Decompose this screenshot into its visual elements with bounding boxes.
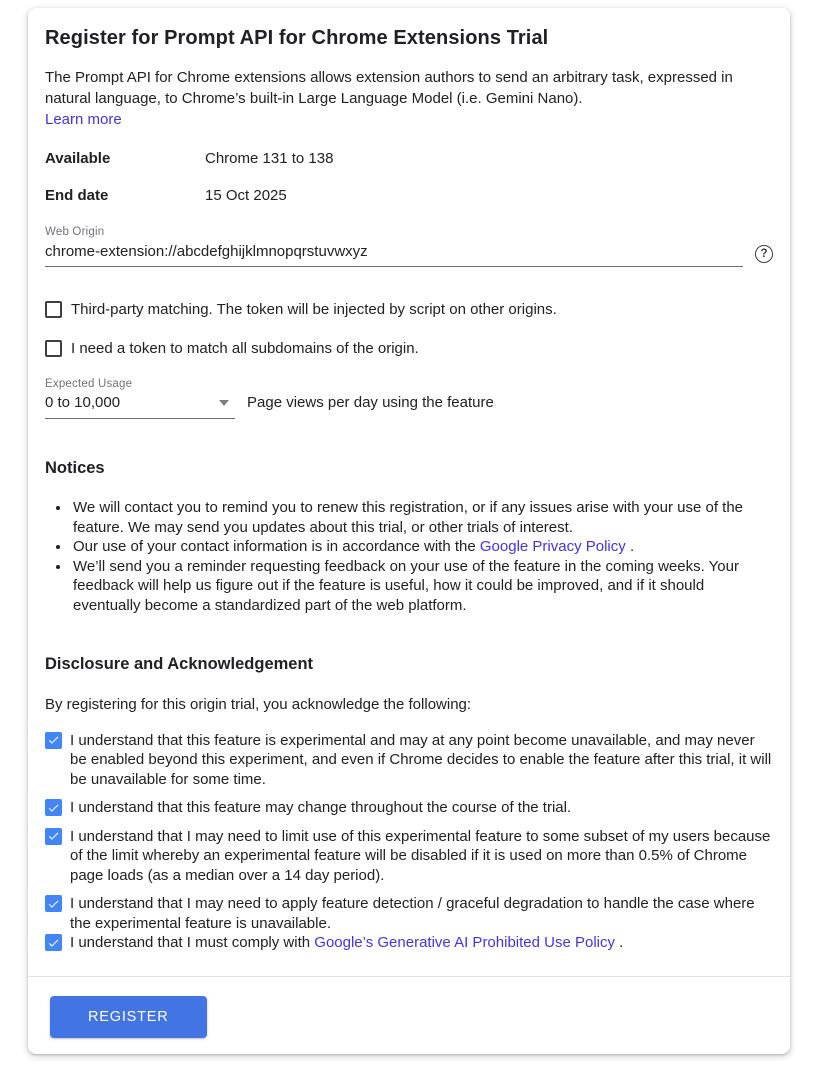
notice-item: • Our use of your contact information is in accordance with the Google Privacy Policy . [71, 537, 773, 557]
ack-item-experimental[interactable] [45, 731, 773, 790]
web-origin-input-row [45, 238, 773, 267]
end-date-label: End date [45, 187, 109, 204]
subdomains-label[interactable]: I need a token to match all subdomains of the origin. [71, 339, 419, 357]
third-party-matching-option[interactable] [45, 300, 773, 320]
page-title: Register for Prompt API for Chrome Extensions Trial [45, 27, 549, 49]
notices-heading: Notices [45, 459, 105, 477]
learn-more-link[interactable]: Learn more [45, 111, 122, 128]
prohibited-use-policy-link[interactable]: Google’s Generative AI Prohibited Use Policy [314, 934, 615, 951]
ack-checkbox-feature-detection[interactable] [45, 895, 62, 912]
register-button[interactable]: REGISTER [50, 996, 207, 1038]
acknowledgement-list [45, 731, 773, 953]
ack-item-usage-limit[interactable] [45, 827, 773, 886]
ack-checkbox-experimental[interactable] [45, 732, 62, 749]
third-party-checkbox[interactable] [45, 301, 62, 318]
expected-usage-label: Expected Usage [45, 378, 133, 390]
available-value: Chrome 131 to 138 [205, 150, 334, 167]
ack-label[interactable]: I understand that this feature may change throughout the course of the trial. [70, 799, 572, 816]
ack-item-prohibited-use[interactable] [45, 933, 773, 953]
ack-item-feature-detection[interactable] [45, 894, 773, 933]
ack-checkbox-prohibited-use[interactable] [45, 934, 62, 951]
check-icon [47, 733, 60, 747]
disclosure-heading: Disclosure and Acknowledgement [45, 655, 314, 673]
notice-item: • We’ll send you a reminder requesting feedback on your use of the feature in the coming weeks. Your feedback will help us figure out if the feature is useful, how it could be improved, and if it should eventually become a standardized part of the web platform. [71, 557, 773, 616]
ack-item-may-change[interactable] [45, 798, 773, 818]
ack-label[interactable]: I understand that this feature is experimental and may at any point become unavailable, and may never be enabled beyond this experiment, and even if Chrome decides to enable the feature after this trial, it will be unavailable for some time. [70, 731, 772, 788]
web-origin-input[interactable] [45, 238, 743, 267]
privacy-policy-link[interactable]: Google Privacy Policy [479, 538, 626, 555]
dropdown-arrow-icon [219, 400, 229, 406]
card-body [28, 8, 790, 953]
third-party-label[interactable]: Third-party matching. The token will be injected by script on other origins. [71, 301, 557, 318]
end-date-value: 15 Oct 2025 [205, 187, 287, 204]
expected-usage-row [45, 390, 773, 419]
card-footer [28, 976, 790, 1054]
notices-list [45, 498, 773, 615]
check-icon [47, 801, 60, 815]
expected-usage-description: Page views per day using the feature [247, 394, 494, 411]
available-label: Available [45, 150, 111, 167]
disclosure-intro: By registering for this origin trial, you acknowledge the following: [45, 696, 472, 713]
ack-label[interactable]: I understand that I must comply with Google’s Generative AI Prohibited Use Policy . [70, 934, 624, 951]
notice-item: • We will contact you to remind you to renew this registration, or if any issues arise with your use of the feature. We may send you updates about this trial, or other trials of interest. [71, 498, 773, 537]
subdomains-checkbox[interactable] [45, 340, 62, 357]
end-date-row [45, 187, 773, 204]
check-icon [47, 829, 60, 843]
expected-usage-select[interactable] [45, 390, 235, 419]
ack-checkbox-may-change[interactable] [45, 799, 62, 816]
help-icon[interactable]: ? [755, 245, 773, 263]
available-row [45, 150, 773, 167]
web-origin-field [45, 226, 773, 267]
check-icon [47, 936, 60, 950]
ack-label[interactable]: I understand that I may need to apply feature detection / graceful degradation to handle the case where the experimental feature is unavailable. [70, 895, 755, 932]
expected-usage-block [45, 378, 773, 419]
registration-card [28, 8, 790, 1054]
expected-usage-value: 0 to 10,000 [45, 394, 121, 411]
check-icon [47, 897, 60, 911]
web-origin-label: Web Origin [45, 226, 105, 238]
trial-description: The Prompt API for Chrome extensions allows extension authors to send an arbitrary task, expressed in natural language, to Chrome’s built-in Large Language Model (i.e. Gemini Nano). [45, 69, 733, 107]
ack-label[interactable]: I understand that I may need to limit use of this experimental feature to some subset of my users because of the limit whereby an experimental feature will be disabled if it is used on more than 0.5% of Chrome page loads (as a median over a 14 day period). [70, 827, 771, 884]
ack-checkbox-usage-limit[interactable] [45, 828, 62, 845]
subdomains-option[interactable] [45, 339, 773, 359]
